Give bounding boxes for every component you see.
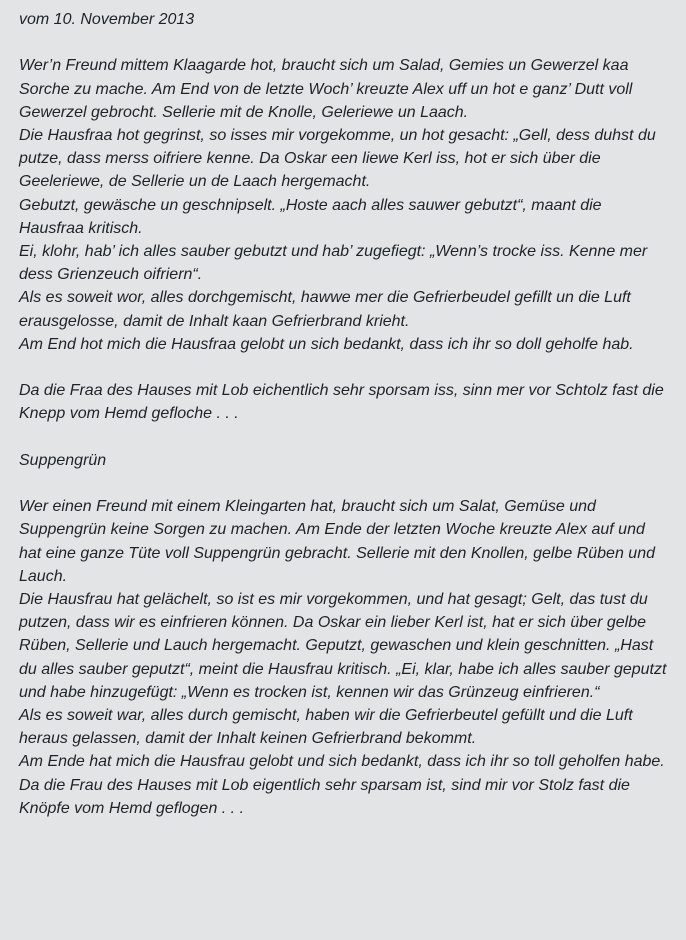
dialect-paragraph-6: Am End hot mich die Hausfraa gelobt un sich bedankt, dass ich ihr so doll geholfe hab. (19, 335, 634, 353)
dialect-closing: Da die Fraa des Hauses mit Lob eichentlich sehr sporsam iss, sinn mer vor Schtolz fast die Knepp vom Hemd gefloche . . . (19, 382, 664, 423)
dialect-paragraph-2: Die Hausfraa hot gegrinst, so isses mir vorgekomme, un hot gesacht: „Gell, dess duhst du putze, dass merss oifriere kenne. Da Oskar een liewe Kerl iss, hot er sich über die Geeleriewe, de Sellerie un de Laach hergemacht. (19, 127, 656, 191)
dialect-paragraph-1: Wer’n Freund mittem Klaagarde hot, braucht sich um Salad, Gemies un Gewerzel kaa Sorche zu mache. Am End von de letzte Woch’ kreuzte Alex uff un hot e ganz’ Dutt voll Gewerzel gebrocht. Sellerie mit de Knolle, Geleriewe un Laach. (19, 57, 633, 121)
dialect-paragraph-4: Ei, klohr, hab’ ich alles sauber gebutzt und hab’ zugefiegt: „Wenn’s trocke iss. Kenne mer dess Grienzeuch oifriern“. (19, 243, 648, 284)
standard-paragraph-3: Als es soweit war, alles durch gemischt, haben wir die Gefrierbeutel gefüllt und die Luft heraus gelassen, damit der Inhalt keinen Gefrierbrand bekommt. (19, 707, 633, 748)
dialect-paragraph-5: Als es soweit wor, alles dorchgemischt, hawwe mer die Gefrierbeudel gefillt un die Luft erausgelosse, damit de Inhalt kaan Gefrierbrand krieht. (19, 289, 631, 330)
standard-paragraph-1: Wer einen Freund mit einem Kleingarten hat, braucht sich um Salat, Gemüse und Suppengrün keine Sorgen zu machen. Am Ende der letzten Woche kreuzte Alex auf und hat eine ganze Tüte voll Suppengrün gebracht. Sellerie mit den Knollen, gelbe Rüben und Lauch. (19, 498, 655, 585)
standard-paragraph-5: Da die Frau des Hauses mit Lob eigentlich sehr sparsam ist, sind mir vor Stolz fast die Knöpfe vom Hemd geflogen . . . (19, 776, 630, 817)
paragraph-gap (19, 426, 668, 449)
section-heading: Suppengrün (19, 451, 107, 469)
paragraph-gap (19, 356, 668, 379)
standard-paragraph-2: Die Hausfrau hat gelächelt, so ist es mir vorgekommen, und hat gesagt; Gelt, das tust du putzen, dass wir es einfrieren können. Da Oskar ein lieber Kerl ist, hat er sich über gelbe Rüben, Sellerie und Lauch hergemacht. Geputzt, gewaschen und klein geschnitten. „Hast du alles sauber geputzt“, meint die Hausfrau kritisch. „Ei, klar, habe ich alles sauber geputzt und habe hinzugefügt: „Wenn es trocken ist, kennen wir das Grünzeug einfrieren.“ (19, 591, 667, 701)
paragraph-gap (19, 472, 668, 495)
standard-paragraph-4: Am Ende hat mich die Hausfrau gelobt und sich bedankt, dass ich ihr so toll geholfen habe. (19, 753, 665, 771)
paragraph-gap (19, 31, 668, 54)
dialect-paragraph-3: Gebutzt, gewäsche un geschnipselt. „Hoste aach alles sauwer gebutzt“, maant die Hausfraa kritisch. (19, 196, 602, 237)
date-line: vom 10. November 2013 (19, 11, 195, 28)
